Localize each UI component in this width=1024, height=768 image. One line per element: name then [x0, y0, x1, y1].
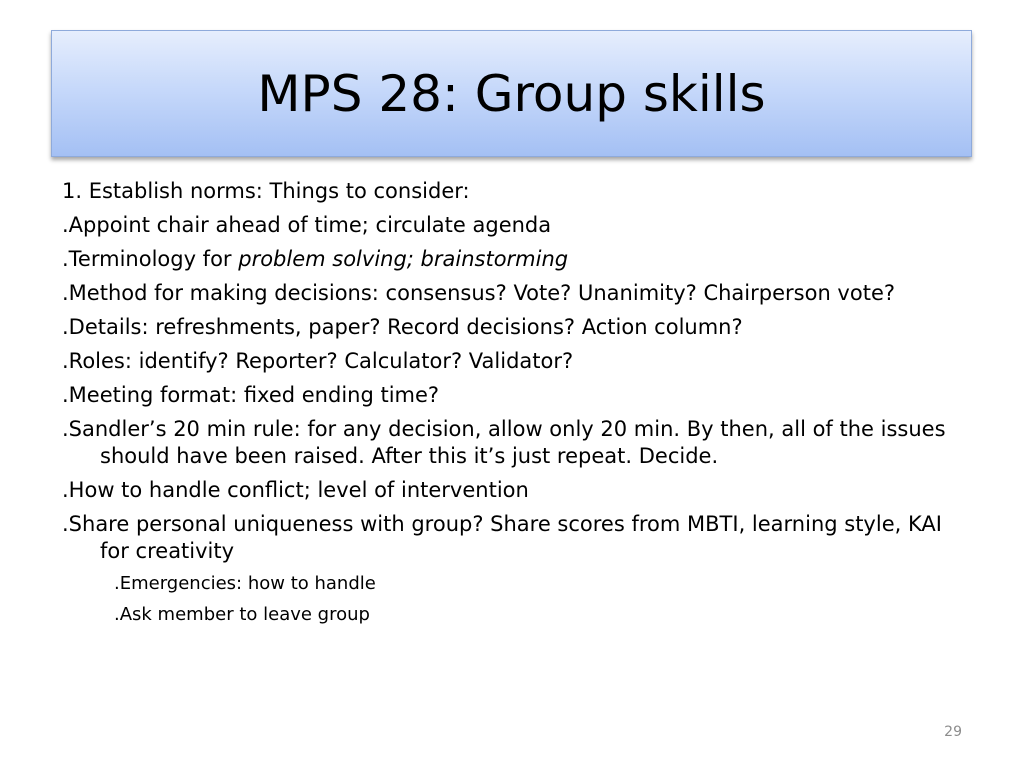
body-subline-emergencies: .Emergencies: how to handle	[114, 573, 376, 594]
slide-title: MPS 28: Group skills	[257, 64, 766, 123]
slide-number: 29	[944, 724, 962, 740]
terminology-italic: problem solving; brainstorming	[238, 247, 569, 271]
body-line-decision-method: .Method for making decisions: consensus? Vote? Unanimity? Chairperson vote?	[62, 281, 896, 305]
body-line-meeting-format: .Meeting format: fixed ending time?	[62, 383, 440, 407]
terminology-prefix: .Terminology for	[62, 247, 239, 271]
body-line-appoint-chair: .Appoint chair ahead of time; circulate agenda	[62, 213, 552, 237]
body-line-details: .Details: refreshments, paper? Record decisions? Action column?	[62, 315, 743, 339]
body-line-sandler-rule: .Sandler’s 20 min rule: for any decision, allow only 20 min. By then, all of the issues should have been raised. After this it’s just repeat. Decide.	[62, 417, 946, 468]
body-subline-ask-member: .Ask member to leave group	[114, 604, 370, 625]
title-placeholder	[51, 30, 972, 157]
body-line-share-uniqueness: .Share personal uniqueness with group? Share scores from MBTI, learning style, KAI for creativity	[62, 512, 942, 563]
content-body	[62, 178, 962, 634]
body-line-establish-norms: 1. Establish norms: Things to consider:	[62, 179, 470, 203]
body-line-terminology	[62, 246, 962, 273]
body-line-conflict: .How to handle conflict; level of intervention	[62, 478, 529, 502]
body-line-roles: .Roles: identify? Reporter? Calculator? Validator?	[62, 349, 574, 373]
